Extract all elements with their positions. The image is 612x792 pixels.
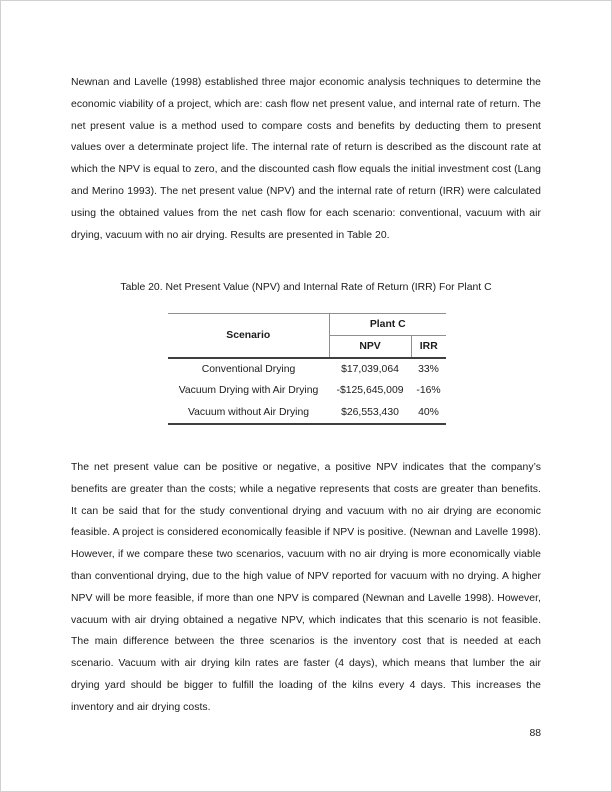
cell-irr: 40% [418, 406, 439, 418]
cell-scenario: Vacuum without Air Drying [187, 406, 310, 418]
cell-scenario: Conventional Drying [201, 363, 296, 375]
cell-npv: -$125,645,009 [336, 385, 404, 396]
table-row-conventional-drying [168, 358, 446, 380]
table-row-vacuum-with-air-drying [168, 380, 446, 402]
cell-scenario: Vacuum Drying with Air Drying [178, 385, 319, 396]
paragraph-economic-analysis-intro: Newnan and Lavelle (1998) established three major economic analysis techniques to determine the economic viability of a project, which are: cash flow net present value, and internal rate of return. The net present value is a method used to compare costs and benefits by deducting them to present values over a determinate project life. The internal rate of return is described as the discount rate at which the NPV is equal to zero, and the discounted cash flow equals the initial investment cost (Lang and Merino 1993). The net present value (NPV) and the internal rate of return (IRR) were calculated using the obtained values from the net cash flow for each scenario: conventional, vacuum with air drying, vacuum with no air drying. Results are presented in Table 20. [71, 77, 541, 241]
column-header-scenario: Scenario [168, 314, 329, 358]
column-header-irr: IRR [411, 336, 446, 358]
table-header-group-row [168, 314, 446, 336]
table-row-vacuum-without-air-drying [168, 402, 446, 424]
page-number: 88 [529, 728, 541, 739]
cell-irr: 33% [418, 363, 439, 375]
cell-npv: $26,553,430 [341, 406, 399, 418]
column-header-npv: NPV [329, 336, 411, 358]
cell-npv: $17,039,064 [341, 363, 399, 375]
column-group-header-plant-c: Plant C [329, 314, 446, 336]
npv-irr-table [168, 313, 446, 425]
table-20-caption: Table 20. Net Present Value (NPV) and Internal Rate of Return (IRR) For Plant C [120, 282, 492, 293]
cell-irr: -16% [416, 385, 441, 396]
paragraph-npv-discussion: The net present value can be positive or negative, a positive NPV indicates that the company’s benefits are greater than the costs; while a negative represents that costs are greater than benefits. It can be said that for the study conventional drying and vacuum with no air drying are economic feasible. A project is considered economically feasible if NPV is positive. (Newnan and Lavelle 1998). However, if we compare these two scenarios, vacuum with no air drying is more economically viable than conventional drying, due to the high value of NPV reported for vacuum with no drying. A higher NPV will be more feasible, if more than one NPV is compared (Newnan and Lavelle 1998). However, vacuum with air drying obtained a negative NPV, which indicates that this scenario is not feasible. The main difference between the three scenarios is the inventory cost that is needed at each scenario. Vacuum with air drying kiln rates are faster (4 days), which means that lumber the air drying yard should be bigger to fulfill the loading of the kilns every 4 days. This increases the inventory and air drying costs. [71, 462, 541, 713]
